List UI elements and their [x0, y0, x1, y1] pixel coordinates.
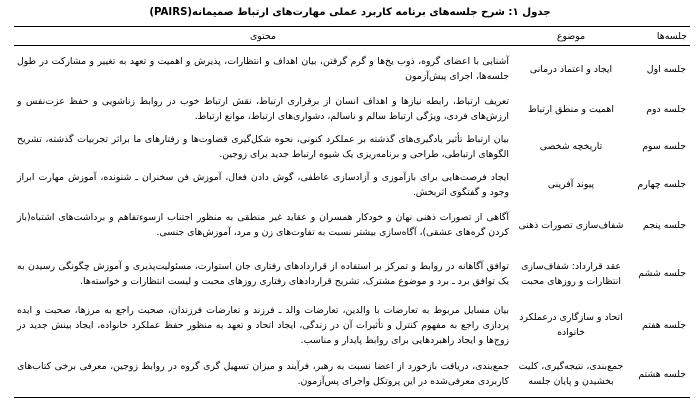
session-cell: جلسه دوم: [646, 103, 686, 115]
table-row: [14, 351, 690, 398]
topic-cell: جمع‌بندی، نتیجه‌گیری، کلیت بخشیدن و پایان جلسه: [518, 361, 624, 387]
table-row: [14, 46, 690, 93]
content-cell: بیان مسایل مربوط به تعارضات با والدین، تعارضات والد ـ فرزند و تعارضات فرزندان، صحبت راجع به مرزها، صحبت و ایده پردازی راجع به مفهوم کنترل و تأثیرات آن در زندگی، ایجاد اتحاد و تعهد به منظور حفظ عملکرد خانواده، ایجاد بینش جدید در زوج‌ها و ایجاد راهبردهایی برای روابط پایدار و مناسب.: [17, 304, 509, 346]
session-cell: جلسه هفتم: [641, 319, 686, 331]
session-cell: جلسه هشتم: [638, 368, 686, 380]
session-cell: جلسه ششم: [638, 268, 686, 279]
table-row: [14, 167, 690, 202]
content-cell: آشنایی با اعضای گروه، ذوب یخ‌ها و گرم گرفتن، بیان اهداف و انتظارات، پذیرش و اهمیت و تعهد به تغییر و مشارکت در طول جلسه‌ها، اجرای پیش‌آزمون: [17, 56, 509, 82]
content-cell: آگاهی از تصورات ذهنی نهان و خودکار همسران و عقاید غیر منطقی به منظور اجتناب ازسوءتفاهم و برداشت‌های اشتباه(باز کردن گره‌های عشقی)، آگاه‌سازی بیشتر نسبت به تفاوت‌های زن و مرد، آموزش‌های جنسی.: [17, 212, 509, 238]
table-row: [14, 299, 690, 351]
session-cell: جلسه اول: [646, 63, 686, 75]
topic-cell: اتحاد و سازگاری درعملکرد خانواده: [519, 312, 623, 338]
table-header-row: [14, 27, 690, 46]
header-content: محتوی: [249, 30, 277, 42]
table-caption: جدول ۱: شرح جلسه‌های برنامه کاربرد عملی مهارت‌های ارتباط صمیمانه(PAIRS): [149, 7, 551, 18]
content-cell: تعریف ارتباط، رابطه نیازها و اهداف انسان از برقراری ارتباط، نقش ارتباط خوب در روابط زناشویی و حفظ عزت‌نفس و ارزش‌های فردی، ویژگی ارتباط سالم و ناسالم، دشواری‌های ارتباط، موانع ارتباط.: [17, 96, 509, 122]
content-cell: جمع‌بندی، دریافت بازخورد از اعضا نسبت به رهبر، فرآیند و میزان تسهیل گری گروه در روابط زوجین، معرفی برخی کتاب‌های کاربردی معرفی‌شده در این پروتکل واجرای پس‌آزمون.: [17, 361, 509, 387]
topic-cell: شفاف‌سازی تصورات ذهنی: [518, 219, 624, 231]
header-topic: موضوع: [556, 30, 586, 42]
session-cell: جلسه پنجم: [643, 219, 686, 231]
table-row: [14, 92, 690, 126]
table-row: [14, 248, 690, 299]
content-cell: ایجاد فرصت‌هایی برای بازآموزی و آزادسازی عاطفی، گوش دادن فعال، آموزش فن سخنران ـ شنونده، آموزش مهارت ابراز وجود و گفتگوی اثربخش.: [17, 171, 509, 198]
table-row: [14, 126, 690, 167]
topic-cell: پیوند آفرینی: [547, 179, 595, 190]
sessions-table: [14, 26, 690, 398]
content-cell: بیان ارتباط تأثیر یادگیری‌های گذشته بر عملکرد کنونی، نحوه شکل‌گیری قضاوت‌ها و رفتارهای ما براثر تجربیات گذشته، تشریح الگوهای ارتباطی، طراحی و برنامه‌ریزی یک شیوه ارتباط جدید برای زوجین.: [17, 133, 509, 160]
table-row: [14, 202, 690, 248]
topic-cell: عقد قرارداد: شفاف‌سازی انتظارات و روزهای محبت: [521, 260, 621, 287]
topic-cell: ایجاد و اعتماد درمانی: [529, 63, 613, 75]
header-sessions: جلسه‌ها: [656, 30, 687, 42]
content-cell: توافق آگاهانه در روابط و تمرکز بر استفاده از قراردادهای رفتاری جان استوارت، مسئولیت‌پذیری و آموزش چگونگی رسیدن به یک توافق برد ـ برد و موضوع مشترک، تشریح قراردادهای رفتاری روزهای محبت و لیست انتظارات و خواسته‌ها.: [17, 260, 509, 287]
topic-cell: تاریخچه شخصی: [539, 141, 603, 152]
session-cell: جلسه سوم: [642, 141, 686, 152]
topic-cell: اهمیت و منطق ارتباط: [528, 103, 614, 115]
session-cell: جلسه چهارم: [637, 179, 686, 190]
